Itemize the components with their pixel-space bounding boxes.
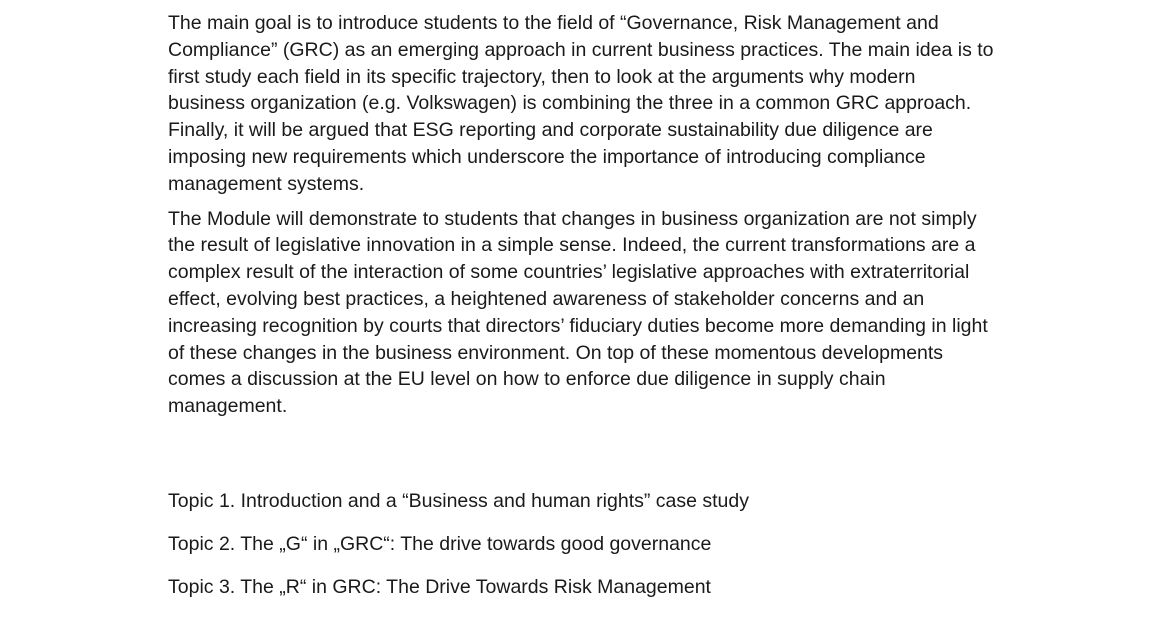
text-line: the result of legislative innovation in a simple sense. Indeed, the current transformations are a (168, 234, 976, 257)
text-line: The main goal is to introduce students to the field of “Governance, Risk Management and (168, 12, 939, 34)
document-body (168, 10, 1098, 420)
text-line: imposing new requirements which underscore the importance of introducing compliance (168, 145, 926, 168)
text-line: increasing recognition by courts that directors’ fiduciary duties become more demanding in light (168, 314, 988, 337)
text-line: business organization (e.g. Volkswagen) is combining the three in a common GRC approach. (168, 92, 972, 115)
topic-item-3: Topic 3. The „R“ in GRC: The Drive Towards Risk Management (168, 576, 711, 598)
text-line: comes a discussion at the EU level on how to enforce due diligence in supply chain (168, 368, 886, 391)
text-line: complex result of the interaction of some countries’ legislative approaches with extraterritorial (168, 261, 970, 284)
text-line: The Module will demonstrate to students that changes in business organization are not simply (168, 207, 977, 230)
text-line: effect, evolving best practices, a heightened awareness of stakeholder concerns and an (168, 287, 925, 310)
topic-item-2: Topic 2. The „G“ in „GRC“: The drive towards good governance (168, 533, 712, 555)
topic-item-1: Topic 1. Introduction and a “Business and human rights” case study (168, 490, 749, 512)
text-line: Finally, it will be argued that ESG reporting and corporate sustainability due diligence are (168, 119, 933, 142)
text-line: management systems. (168, 172, 365, 195)
text-line: of these changes in the business environment. On top of these momentous developments (168, 341, 944, 364)
text-line: management. (168, 395, 288, 418)
paragraph-goal (168, 10, 1098, 198)
text-line: Compliance” (GRC) as an emerging approach in current business practices. The main idea is to (168, 38, 994, 61)
paragraph-module (168, 206, 1098, 420)
topic-list (168, 488, 1098, 617)
text-line: first study each field in its specific trajectory, then to look at the arguments why modern (168, 65, 916, 88)
